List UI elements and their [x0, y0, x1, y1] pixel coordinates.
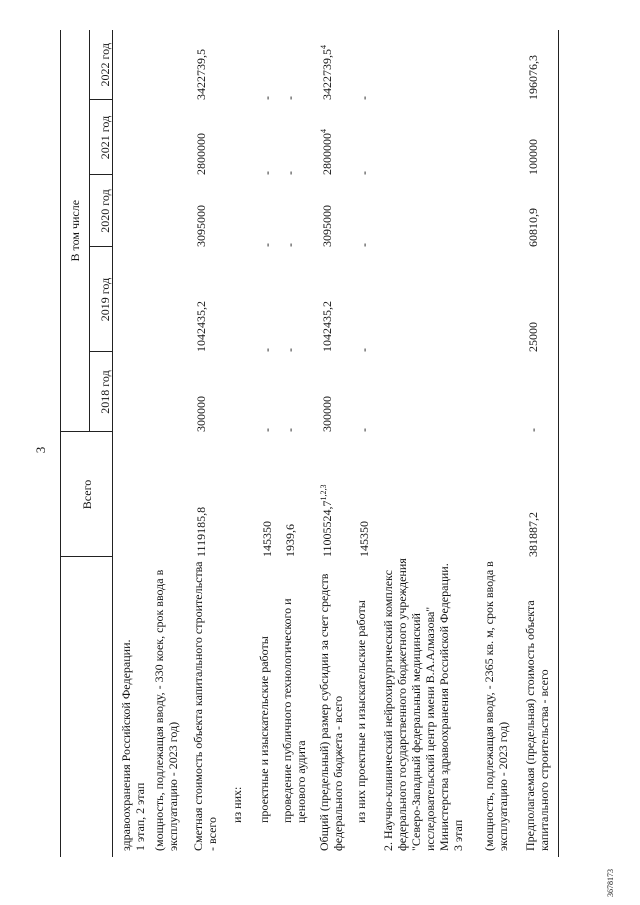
cell-y2022	[317, 30, 354, 100]
cell-y2018	[280, 352, 317, 432]
cell-value: 25000	[526, 322, 540, 352]
cell-y2020	[523, 175, 554, 247]
cell-value: 381887,2	[526, 512, 540, 557]
row-label: здравоохранения Российской Федерации. 1 этап, 2 этап	[119, 639, 147, 851]
cell-y2020	[191, 175, 230, 247]
cell-value: -	[260, 348, 274, 352]
cell-value: -	[260, 428, 274, 432]
cell-y2019	[257, 247, 280, 352]
cell-value: 3095000	[320, 205, 334, 247]
cell-total	[152, 432, 191, 557]
year-header-2020: 2020 год	[90, 175, 113, 247]
cell-total	[381, 432, 482, 557]
cell-value: -	[357, 243, 371, 247]
cell-y2019	[152, 247, 191, 352]
row-label: проведение публичного технологического и ценового аудита	[280, 598, 308, 823]
cell-y2021	[317, 100, 354, 175]
cell-y2018	[354, 352, 381, 432]
cell-y2018	[523, 352, 554, 432]
table-row	[119, 30, 152, 857]
cell-y2021	[119, 100, 152, 175]
cell-value: -	[283, 96, 297, 100]
cell-value: -	[260, 243, 274, 247]
cell-y2021	[523, 100, 554, 175]
cell-value: -	[283, 171, 297, 175]
cell-y2018	[119, 352, 152, 432]
cell-y2020	[257, 175, 280, 247]
cell-y2022	[230, 30, 257, 100]
cell-total	[230, 432, 257, 557]
subsidy-table	[60, 30, 559, 857]
cell-value: 300000	[194, 396, 208, 432]
page-number: 3	[33, 446, 48, 454]
cell-y2019	[230, 247, 257, 352]
cell-y2019	[523, 247, 554, 352]
cell-y2019	[381, 247, 482, 352]
cell-y2019	[191, 247, 230, 352]
table-row	[257, 30, 280, 857]
table-bottom-rule	[554, 30, 559, 857]
cell-total	[280, 432, 317, 557]
cell-y2019	[280, 247, 317, 352]
cell-y2021	[230, 100, 257, 175]
cell-y2019	[317, 247, 354, 352]
cell-y2022	[191, 30, 230, 100]
cell-value: -	[357, 348, 371, 352]
cell-value: 1042435,2	[320, 301, 334, 352]
cell-value: 1119185,8	[194, 506, 208, 557]
table-row	[152, 30, 191, 857]
cell-y2022	[280, 30, 317, 100]
cell-total	[317, 432, 354, 557]
cell-y2021	[381, 100, 482, 175]
label-column-header	[61, 557, 113, 857]
cell-value: 300000	[320, 396, 334, 432]
cell-value: 145350	[357, 521, 371, 557]
row-label: Сметная стоимость объекта капитального строительства - всего	[191, 561, 219, 851]
row-label: Общий (предельный) размер субсидии за счет средств федерального бюджета - всего	[317, 573, 345, 851]
document-code: 3678173	[606, 869, 615, 897]
cell-y2018	[257, 352, 280, 432]
cell-y2022	[482, 30, 523, 100]
cell-y2020	[354, 175, 381, 247]
cell-value: 11005524,7	[320, 500, 334, 557]
cell-value: 1939,6	[283, 524, 297, 557]
cell-y2019	[482, 247, 523, 352]
cell-value: -	[357, 171, 371, 175]
cell-y2022	[119, 30, 152, 100]
year-header-2018: 2018 год	[90, 352, 113, 432]
cell-value: 2800000	[194, 133, 208, 175]
footnote-marker: 1,2,3	[319, 484, 328, 501]
total-column-header: Всего	[61, 432, 113, 557]
cell-y2022	[381, 30, 482, 100]
cell-y2020	[152, 175, 191, 247]
cell-y2022	[523, 30, 554, 100]
cell-value: -	[357, 428, 371, 432]
row-label: (мощность, подлежащая вводу, - 330 коек, срок ввода в эксплуатацию - 2023 год)	[152, 569, 180, 851]
cell-y2020	[280, 175, 317, 247]
cell-y2018	[191, 352, 230, 432]
table-row	[482, 30, 523, 857]
table-header	[61, 30, 120, 857]
footnote-marker: 4	[319, 45, 328, 49]
table-row	[230, 30, 257, 857]
cell-total	[523, 432, 554, 557]
cell-y2018	[230, 352, 257, 432]
cell-y2018	[482, 352, 523, 432]
row-label: 2. Научно-клинический нейрохирургический комплекс федерального государственного бюджетного учреждения "Северо-Западный федеральный медицинский исследовательский центр имени В.А.Алмазова" Министерства здравоохранения Российской Федерации. 3 этап	[381, 558, 465, 851]
cell-value: 3095000	[194, 205, 208, 247]
cell-value: -	[260, 171, 274, 175]
table-row	[317, 30, 354, 857]
cell-y2020	[482, 175, 523, 247]
row-label: (мощность, подлежащая вводу, - 2365 кв. м, срок ввода в эксплуатацию - 2023 год)	[482, 561, 510, 851]
cell-y2021	[354, 100, 381, 175]
cell-total	[482, 432, 523, 557]
cell-value: 1042435,2	[194, 301, 208, 352]
cell-value: 3422739,5	[320, 49, 334, 100]
year-header-2021: 2021 год	[90, 100, 113, 175]
row-label: из них:	[230, 786, 244, 823]
cell-y2019	[119, 247, 152, 352]
cell-y2022	[257, 30, 280, 100]
cell-y2021	[257, 100, 280, 175]
table-body	[119, 30, 559, 857]
row-label: проектные и изыскательские работы	[257, 636, 271, 823]
row-label: Предполагаемая (предельная) стоимость объекта капитального строительства - всего	[523, 600, 551, 851]
row-label: из них проектные и изыскательские работы	[354, 600, 368, 823]
cell-y2018	[152, 352, 191, 432]
cell-value: 100000	[526, 139, 540, 175]
cell-y2021	[152, 100, 191, 175]
table-row	[354, 30, 381, 857]
cell-y2022	[354, 30, 381, 100]
cell-value: 145350	[260, 521, 274, 557]
table-row	[191, 30, 230, 857]
cell-y2021	[280, 100, 317, 175]
cell-value: -	[283, 243, 297, 247]
cell-value: 3422739,5	[194, 49, 208, 100]
cell-total	[119, 432, 152, 557]
in-that-number-header: В том числе	[61, 30, 90, 432]
cell-y2022	[152, 30, 191, 100]
cell-y2020	[230, 175, 257, 247]
cell-total	[354, 432, 381, 557]
cell-y2020	[119, 175, 152, 247]
footnote-marker: 4	[319, 129, 328, 133]
table-row	[523, 30, 554, 857]
year-header-2019: 2019 год	[90, 247, 113, 352]
cell-y2021	[482, 100, 523, 175]
cell-y2018	[381, 352, 482, 432]
cell-y2021	[191, 100, 230, 175]
cell-value: -	[260, 96, 274, 100]
cell-value: -	[526, 428, 540, 432]
cell-y2019	[354, 247, 381, 352]
cell-total	[257, 432, 280, 557]
cell-value: 196076,3	[526, 55, 540, 100]
cell-y2018	[317, 352, 354, 432]
year-header-2022: 2022 год	[90, 30, 113, 100]
cell-y2020	[317, 175, 354, 247]
table-row	[280, 30, 317, 857]
cell-total	[191, 432, 230, 557]
cell-value: -	[283, 348, 297, 352]
table-row	[381, 30, 482, 857]
cell-value: -	[283, 428, 297, 432]
cell-value: 60810,9	[526, 208, 540, 247]
cell-value: 2800000	[320, 133, 334, 175]
cell-y2020	[381, 175, 482, 247]
cell-value: -	[357, 96, 371, 100]
